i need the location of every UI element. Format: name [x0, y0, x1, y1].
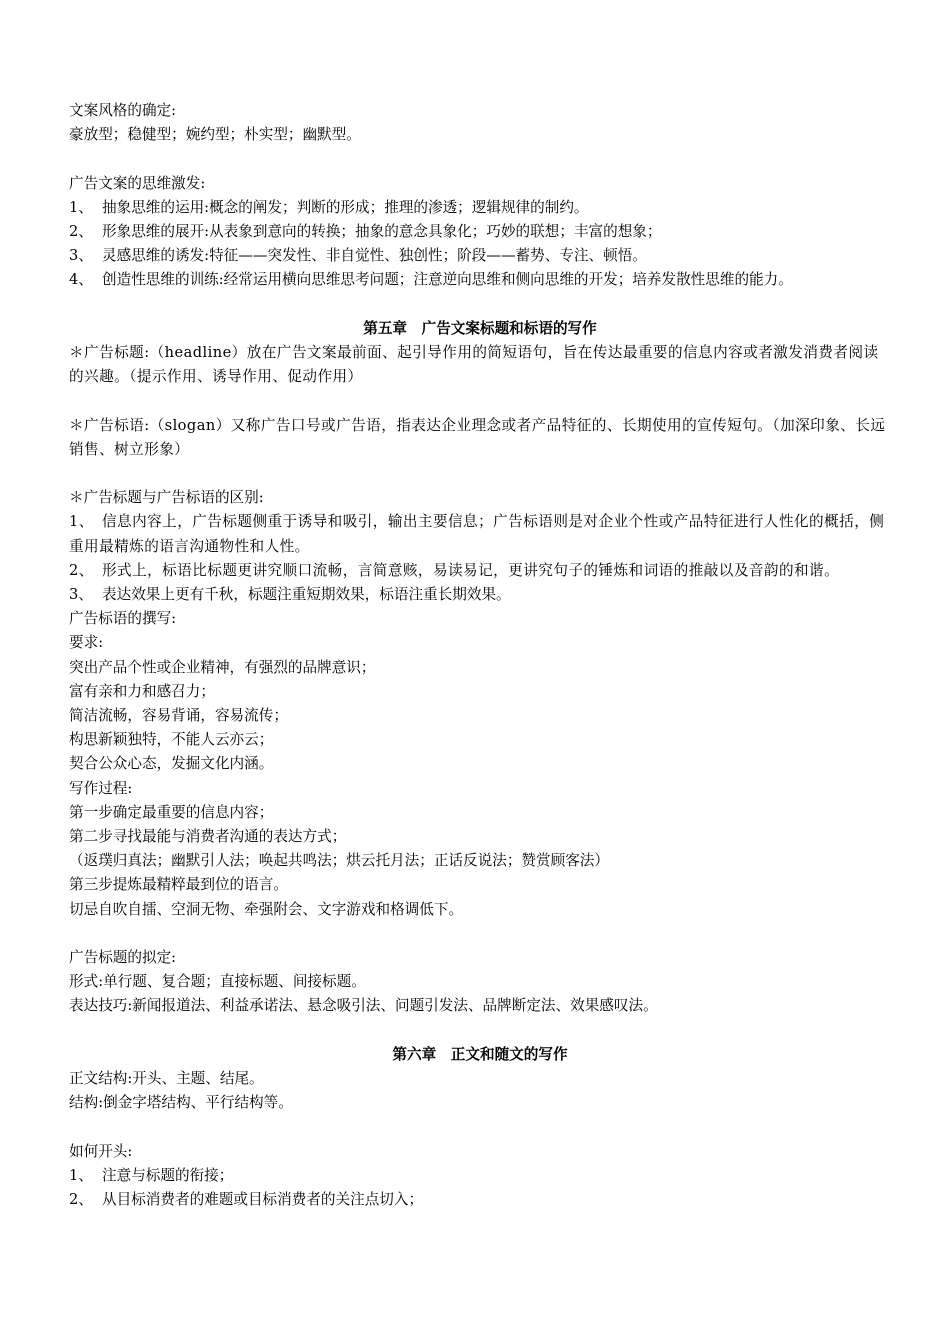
body-structure: 正文结构:开头、主题、结尾。	[69, 1070, 264, 1088]
style-section-title: 文案风格的确定:	[69, 102, 177, 119]
list-item	[69, 196, 891, 220]
headline-techniques: 表达技巧:新闻报道法、利益承诺法、悬念吸引法、问题引发法、品牌断定法、效果感叹法。	[69, 997, 658, 1015]
list-item	[69, 220, 891, 244]
list-text: 注意与标题的衔接；	[102, 1166, 234, 1184]
list-text: 抽象思维的运用:概念的阐发；判断的形成；推理的渗透；逻辑规律的制约。	[102, 198, 589, 216]
blank-line	[69, 922, 891, 946]
difference-title: ＊广告标题与广告标语的区别:	[69, 489, 264, 507]
process-step: 第一步确定最重要的信息内容；	[69, 803, 274, 821]
list-item	[69, 1164, 891, 1188]
process-title: 写作过程:	[69, 779, 133, 797]
requirements-title: 要求:	[69, 634, 104, 652]
style-section-content: 豪放型；稳健型；婉约型；朴实型；幽默型。	[69, 126, 361, 144]
list-item	[69, 559, 891, 583]
chapter5-heading: 第五章 广告文案标题和标语的写作	[363, 319, 597, 337]
list-number: 1、	[69, 513, 94, 531]
chapter6-heading: 第六章 正文和随文的写作	[392, 1045, 568, 1063]
list-text: 从目标消费者的难题或目标消费者的关注点切入；	[102, 1191, 424, 1209]
blank-line	[69, 1019, 891, 1043]
list-text: 形式上，标语比标题更讲究顺口流畅，言简意赅，易读易记，更讲究句子的锤炼和词语的推敲以及音韵的和谐。	[102, 561, 840, 579]
blank-line	[69, 1115, 891, 1139]
requirement-item: 富有亲和力和感召力；	[69, 682, 215, 700]
list-number: 2、	[69, 223, 93, 240]
list-number: 2、	[69, 1191, 93, 1209]
blank-line	[69, 389, 891, 413]
requirement-item: 突出产品个性或企业精神，有强烈的品牌意识；	[69, 658, 376, 676]
list-item	[69, 1188, 891, 1212]
list-number: 3、	[69, 586, 93, 603]
list-number: 2、	[69, 561, 94, 579]
blank-line	[69, 462, 891, 486]
opening-title: 如何开头:	[69, 1142, 133, 1160]
headline-forms: 形式:单行题、复合题；直接标题、间接标题。	[69, 973, 366, 991]
list-item	[69, 583, 891, 607]
headline-definition: ＊广告标题:（headline）放在广告文案最前面、起引导作用的简短语句，旨在传达最重要的信息内容或者激发消费者阅读的兴趣。（提示作用、诱导作用、促动作用）	[69, 344, 879, 386]
process-step: 切忌自吹自擂、空洞无物、牵强附会、文字游戏和格调低下。	[69, 900, 464, 918]
requirement-item: 构思新颖独特，不能人云亦云；	[69, 731, 274, 749]
process-step: 第三步提炼最精粹最到位的语言。	[69, 876, 288, 894]
blank-line	[69, 147, 891, 171]
slogan-writing-title: 广告标语的撰写:	[69, 610, 177, 628]
list-number: 4、	[69, 271, 93, 289]
list-item	[69, 268, 891, 292]
list-text: 创造性思维的训练:经常运用横向思维思考问题；注意逆向思维和侧向思维的开发；培养发散性思维的能力。	[102, 271, 793, 289]
list-text: 灵感思维的诱发:特征——突发性、非自觉性、独创性；阶段——蓄势、专注、顿悟。	[102, 247, 647, 265]
list-text: 表达效果上更有千秋，标题注重短期效果，标语注重长期效果。	[102, 586, 511, 603]
list-item	[69, 510, 891, 558]
slogan-definition: ＊广告标语:（slogan）又称广告口号或广告语，指表达企业理念或者产品特征的、长期使用的宣传短句。（加深印象、长远销售、树立形象）	[69, 416, 886, 458]
document-page	[69, 99, 891, 1212]
requirement-item: 简洁流畅，容易背诵，容易流传；	[69, 707, 288, 725]
list-item	[69, 244, 891, 268]
headline-drafting-title: 广告标题的拟定:	[69, 949, 177, 967]
list-text: 信息内容上，广告标题侧重于诱导和吸引，输出主要信息；广告标语则是对企业个性或产品特征进行人性化的概括，侧重用最精炼的语言沟通物性和人性。	[69, 513, 885, 555]
blank-line	[69, 293, 891, 317]
list-text: 形象思维的展开:从表象到意向的转换；抽象的意念具象化；巧妙的联想；丰富的想象；	[102, 223, 662, 240]
process-step: （返璞归真法；幽默引人法；唤起共鸣法；烘云托月法；正话反说法；赞赏顾客法）	[69, 852, 609, 870]
process-step: 第二步寻找最能与消费者沟通的表达方式；	[69, 828, 347, 846]
list-number: 1、	[69, 198, 93, 216]
structure: 结构:倒金字塔结构、平行结构等。	[69, 1094, 293, 1112]
thinking-section-title: 广告文案的思维激发:	[69, 174, 206, 192]
list-number: 1、	[69, 1166, 93, 1184]
list-number: 3、	[69, 247, 93, 265]
requirement-item: 契合公众心态，发掘文化内涵。	[69, 755, 274, 773]
